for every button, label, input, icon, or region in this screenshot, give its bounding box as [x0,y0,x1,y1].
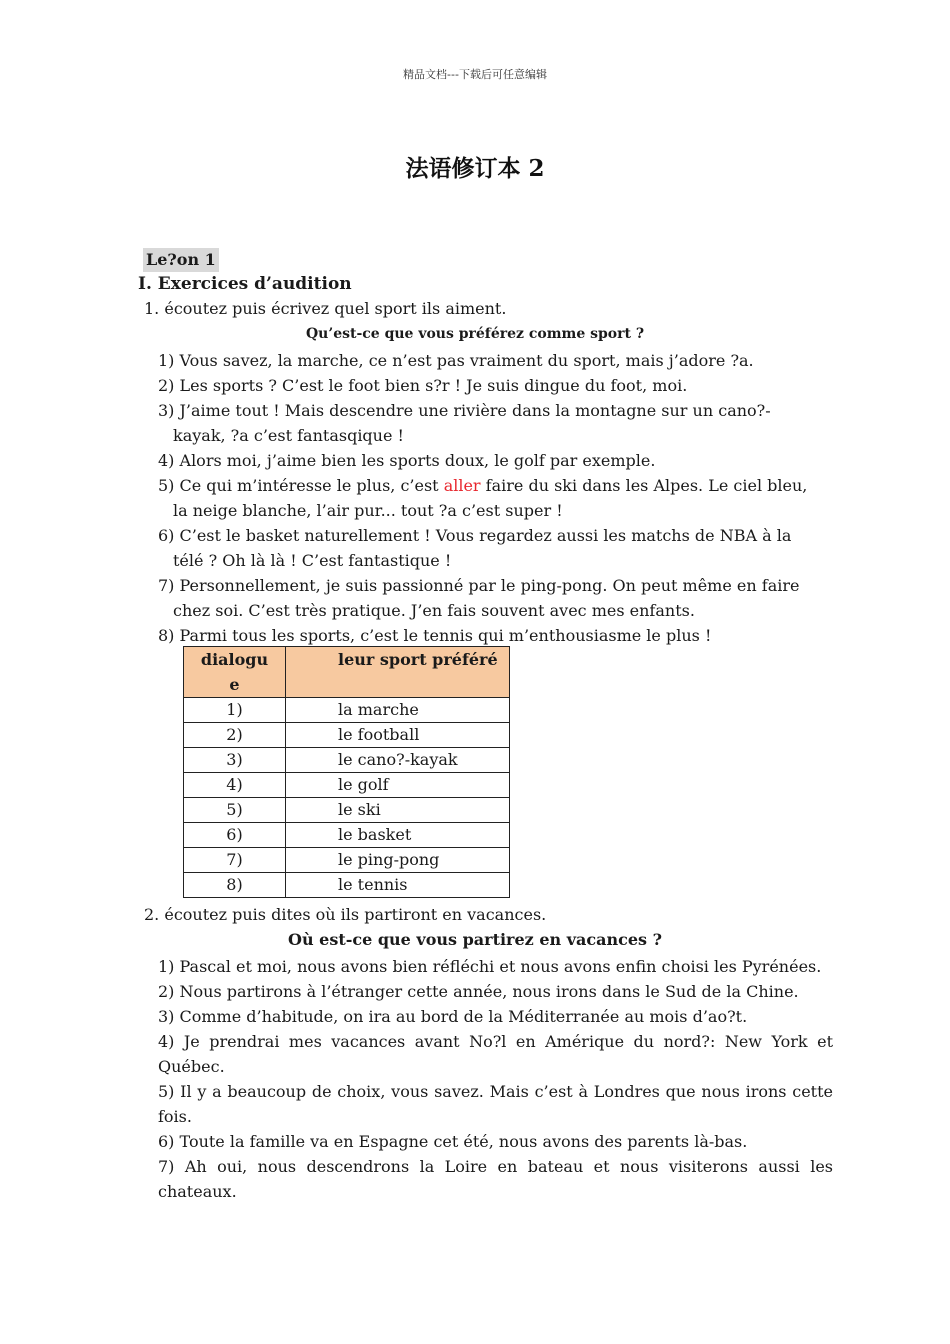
table-cell: 4) [184,773,286,798]
table-row [184,723,510,748]
table-cell: 8) [184,873,286,898]
list-item [158,473,818,523]
list-item: 3) J’aime tout ! Mais descendre une rivière dans la montagne sur un cano?-kayak, ?a c’est fantasqique ! [158,401,771,445]
list-item: 2) Les sports ? C’est le foot bien s?r ! Je suis dingue du foot, moi. [158,376,688,395]
table-cell: la marche [286,698,510,723]
table-row [184,823,510,848]
table-row [184,748,510,773]
table-row [184,698,510,723]
table-cell: le tennis [286,873,510,898]
table-row [184,798,510,823]
lesson-label: Le?on 1 [143,248,219,272]
document-title: 法语修订本 2 [405,155,545,182]
list-item: 8) Parmi tous les sports, c’est le tennis qui m’enthousiasme le plus ! [158,626,712,645]
table-cell: le ping-pong [286,848,510,873]
exercise1-instruction: 1. écoutez puis écrivez quel sport ils aiment. [144,299,507,318]
table-cell: le basket [286,823,510,848]
table-cell: 2) [184,723,286,748]
page-header-note: 精品文档---下载后可任意编辑 [403,68,547,81]
table-cell: 6) [184,823,286,848]
list-item: 5) Il y a beaucoup de choix, vous savez. Mais c’est à Londres que nous irons cette fois. [158,1082,833,1126]
list-item: 4) Alors moi, j’aime bien les sports doux, le golf par exemple. [158,451,656,470]
item5-before: 5) Ce qui m’intéresse le plus, c’est [158,476,444,495]
table-row [184,873,510,898]
table-row [184,773,510,798]
table-cell: 3) [184,748,286,773]
table-cell: le golf [286,773,510,798]
list-item: 7) Ah oui, nous descendrons la Loire en bateau et nous visiterons aussi les chateaux. [158,1157,833,1201]
table-cell: 5) [184,798,286,823]
column-header-sport: leur sport préféré [286,647,510,698]
table-cell: le ski [286,798,510,823]
list-item: 6) Toute la famille va en Espagne cet été, nous avons des parents là-bas. [158,1132,748,1151]
item5-after: faire du ski dans les Alpes. Le ciel bleu, la neige blanche, l’air pur... tout ?a c’est super ! [173,476,808,520]
list-item: 7) Personnellement, je suis passionné par le ping-pong. On peut même en faire chez soi. C’est très pratique. J’en fais souvent avec mes enfants. [158,576,800,620]
table-cell: le football [286,723,510,748]
table-cell: le cano?-kayak [286,748,510,773]
section-heading: I. Exercices d’audition [138,274,352,294]
list-item: 4) Je prendrai mes vacances avant No?l en Amérique du nord?: New York et Québec. [158,1032,833,1076]
column-header-dialogue: dialogue [184,647,286,698]
list-item: 6) C’est le basket naturellement ! Vous regardez aussi les matchs de NBA à la télé ? Oh là là ! C’est fantastique ! [158,526,792,570]
exercise2-subtitle: Où est-ce que vous partirez en vacances ? [288,930,662,949]
exercise1-dialogue-list [158,348,818,648]
table-header-row [184,647,510,698]
list-item: 2) Nous partirons à l’étranger cette année, nous irons dans le Sud de la Chine. [158,982,799,1001]
list-item: 1) Pascal et moi, nous avons bien réfléchi et nous avons enfin choisi les Pyrénées. [158,957,822,976]
table-cell: 1) [184,698,286,723]
list-item: 3) Comme d’habitude, on ira au bord de la Méditerranée au mois d’ao?t. [158,1007,748,1026]
answer-table-body [184,698,510,898]
list-item: 1) Vous savez, la marche, ce n’est pas vraiment du sport, mais j’adore ?a. [158,351,754,370]
answer-table [183,646,510,898]
exercise2-dialogue-list [158,954,833,1204]
exercise1-subtitle: Qu’est-ce que vous préférez comme sport ? [305,326,645,342]
table-row [184,848,510,873]
highlighted-word: aller [443,476,481,495]
exercise2-instruction: 2. écoutez puis dites où ils partiront en vacances. [144,905,547,924]
table-cell: 7) [184,848,286,873]
